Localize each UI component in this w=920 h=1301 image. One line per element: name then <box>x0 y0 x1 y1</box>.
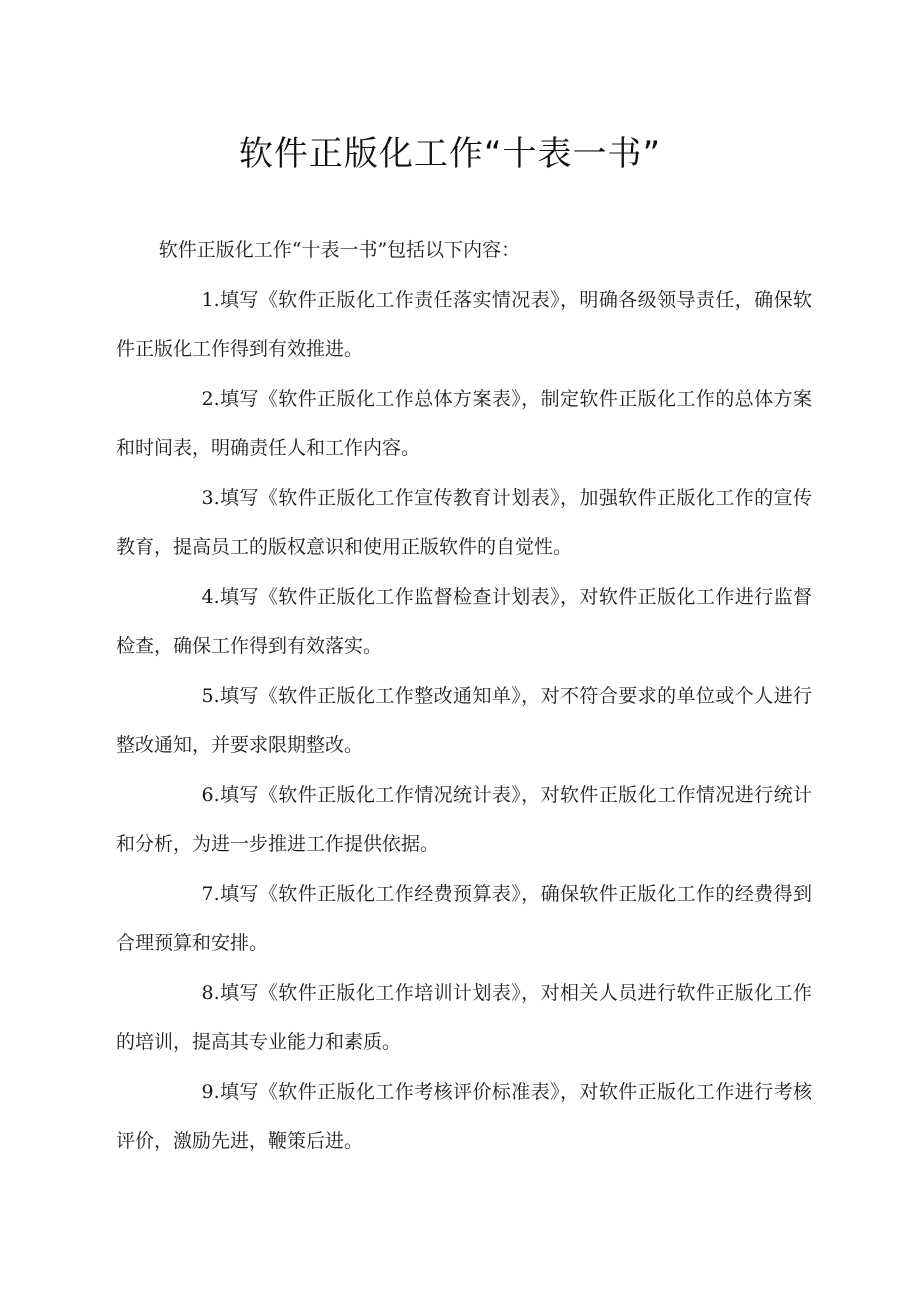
list-item <box>116 573 812 672</box>
document-body <box>116 226 812 1167</box>
list-item <box>116 1068 812 1167</box>
list-item-text: .填写《软件正版化工作责任落实情况表》，明确各级领导责任，确保软件正版化工作得到有效推进。 <box>116 288 812 360</box>
list-item <box>116 276 812 375</box>
list-item-text: .填写《软件正版化工作总体方案表》，制定软件正版化工作的总体方案和时间表，明确责任人和工作内容。 <box>116 387 812 459</box>
list-item-number: 3 <box>201 486 214 509</box>
list-item-text: .填写《软件正版化工作考核评价标准表》，对软件正版化工作进行考核评价，激励先进，鞭策后进。 <box>116 1080 812 1152</box>
list-item-text: .填写《软件正版化工作整改通知单》，对不符合要求的单位或个人进行整改通知，并要求限期整改。 <box>116 684 812 756</box>
list-item-text: .填写《软件正版化工作情况统计表》，对软件正版化工作情况进行统计和分析，为进一步推进工作提供依据。 <box>116 783 812 855</box>
list-item-text: .填写《软件正版化工作宣传教育计划表》，加强软件正版化工作的宣传教育，提高员工的版权意识和使用正版软件的自觉性。 <box>116 486 812 558</box>
list-item <box>116 672 812 771</box>
list-item-number: 7 <box>201 882 214 905</box>
list-item-number: 5 <box>201 684 214 707</box>
list-item-number: 2 <box>201 387 214 410</box>
list-item-number: 9 <box>201 1080 214 1103</box>
list-item-number: 4 <box>201 585 214 608</box>
list-item <box>116 474 812 573</box>
list-item-number: 6 <box>201 783 214 806</box>
intro-paragraph: 软件正版化工作“十表一书”包括以下内容： <box>158 239 521 261</box>
list-item <box>116 771 812 870</box>
list-item-number: 8 <box>201 981 214 1004</box>
list-item-text: .填写《软件正版化工作培训计划表》，对相关人员进行软件正版化工作的培训，提高其专业能力和素质。 <box>116 981 812 1053</box>
list-item <box>116 870 812 969</box>
page-title: 软件正版化工作“十表一书” <box>238 134 662 174</box>
list-item-number: 1 <box>201 288 214 311</box>
list-item-text: .填写《软件正版化工作监督检查计划表》，对软件正版化工作进行监督检查，确保工作得到有效落实。 <box>116 585 812 657</box>
list-item <box>116 375 812 474</box>
list-item <box>116 969 812 1068</box>
list-item-text: .填写《软件正版化工作经费预算表》，确保软件正版化工作的经费得到合理预算和安排。 <box>116 882 812 954</box>
